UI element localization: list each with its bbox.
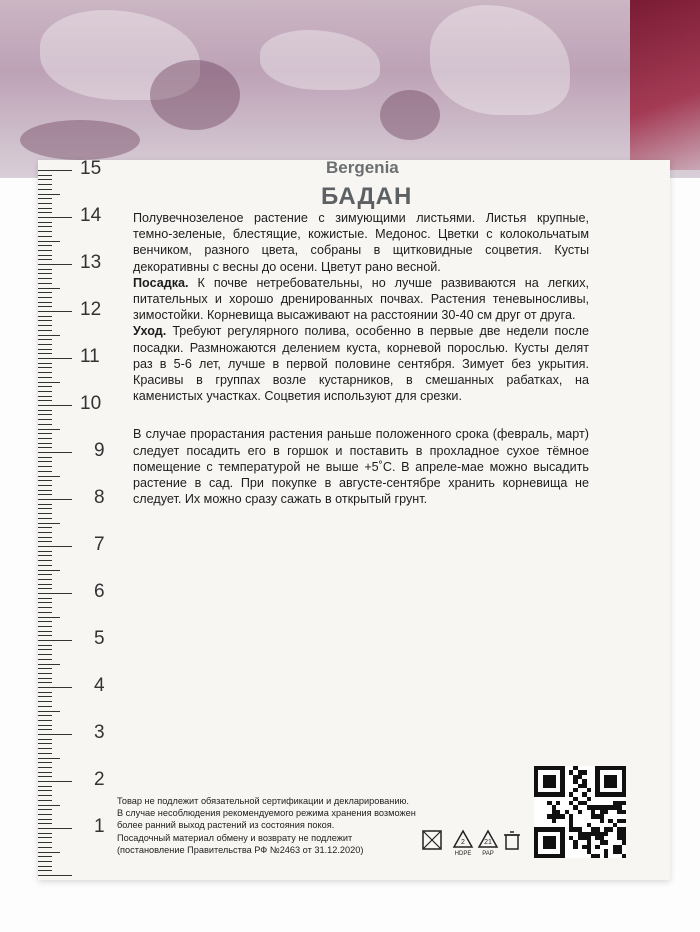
- ruler-tick: [38, 767, 52, 768]
- ruler-tick: [38, 809, 52, 810]
- ruler-tick: [38, 461, 52, 462]
- ruler-tick: [38, 198, 52, 199]
- ruler-tick: [38, 786, 52, 787]
- ruler-tick: [38, 222, 52, 223]
- ruler-tick: [38, 306, 52, 307]
- ruler-tick: [38, 734, 72, 735]
- ruler-tick: [38, 339, 52, 340]
- intro-paragraph: Полувечнозеленое растение с зимующими листьями. Листья крупные, темно-зеленые, блестящие, кожистые. Медонос. Цветки с колокольчатым венчиком, разного цвета, собраны в щитковидные соцветия. Кусты декоративны с весны до осени. Цветут рано весной.: [133, 211, 589, 274]
- ruler-tick: [38, 555, 52, 556]
- ruler-tick: [38, 179, 52, 180]
- ruler-tick: [38, 833, 52, 834]
- ruler-tick: [38, 795, 52, 796]
- ruler-tick: [38, 508, 52, 509]
- trash-bin-icon: [500, 828, 524, 852]
- ruler-tick: [38, 297, 52, 298]
- ruler-tick: [38, 443, 52, 444]
- ruler-tick: [38, 837, 52, 838]
- ruler-tick: [38, 711, 60, 712]
- care-text: Требуют регулярного полива, особенно в первые две недели после посадки. Размножаются делением куста, корневой порослью. Кусты делят раз в 5-6 лет, лучше в первой половине сентября. Зимует без укрытия. Красивы в группах возле кустарников, в смешанных рабатках, на каменистых участках. Соцветия используют для срезки.: [133, 324, 589, 404]
- hdpe-label: HDPE: [454, 851, 472, 857]
- ruler-tick: [38, 640, 72, 641]
- ruler-tick: [38, 452, 72, 453]
- ruler-tick: [38, 852, 60, 853]
- ruler-number: 2: [94, 769, 105, 790]
- ruler-tick: [38, 537, 52, 538]
- ruler-tick: [38, 819, 52, 820]
- ruler-tick: [38, 391, 52, 392]
- ruler-tick: [38, 311, 72, 312]
- ruler-number: 8: [94, 487, 105, 508]
- ruler-tick: [38, 457, 52, 458]
- ruler-tick: [38, 429, 60, 430]
- ruler-tick: [38, 255, 52, 256]
- ruler-tick: [38, 212, 52, 213]
- ruler-tick: [38, 579, 52, 580]
- ruler-tick: [38, 269, 52, 270]
- ruler-tick: [38, 541, 52, 542]
- ruler-tick: [38, 283, 52, 284]
- ruler-tick: [38, 861, 52, 862]
- ruler-tick: [38, 668, 52, 669]
- ruler-tick: [38, 480, 52, 481]
- ruler-tick: [38, 485, 52, 486]
- ruler-tick: [38, 410, 52, 411]
- footer-line: Посадочный материал обмену и возврату не подлежит: [117, 832, 353, 843]
- ruler-number: 3: [94, 722, 105, 743]
- ruler-tick: [38, 382, 60, 383]
- svg-text:2: 2: [461, 839, 465, 846]
- ruler-tick: [38, 344, 52, 345]
- ruler-number: 15: [80, 158, 102, 179]
- ruler-tick: [38, 748, 52, 749]
- ruler-tick: [38, 870, 52, 871]
- ruler-tick: [38, 612, 52, 613]
- ruler-tick: [38, 635, 52, 636]
- ruler-tick: [38, 316, 52, 317]
- ruler-tick: [38, 664, 60, 665]
- planting-text: К почве нетребовательны, но лучше развиваются на легких, питательных и хорошо дренированных почвах. Растения теневыносливы, зимостойки. Корневища высаживают на расстоянии 30-40 см друг от друга.: [133, 275, 590, 323]
- plastic-bag: [0, 0, 700, 178]
- ruler-tick: [38, 184, 52, 185]
- ruler-tick: [38, 570, 60, 571]
- ruler-number: 5: [94, 628, 105, 649]
- ruler-tick: [38, 292, 52, 293]
- ruler-tick: [38, 823, 52, 824]
- ruler-tick: [38, 715, 52, 716]
- ruler-tick: [38, 245, 52, 246]
- ruler-tick: [38, 273, 52, 274]
- ruler-tick: [38, 424, 52, 425]
- ruler-tick: [38, 706, 52, 707]
- ruler-number: 9: [94, 440, 105, 461]
- ruler-tick: [38, 175, 52, 176]
- ruler-tick: [38, 678, 52, 679]
- ruler-tick: [38, 847, 52, 848]
- planting-label: Посадка.: [133, 275, 189, 290]
- ruler-tick: [38, 504, 52, 505]
- legal-footer: [117, 795, 417, 856]
- ruler-tick: [38, 588, 52, 589]
- ruler-tick: [38, 490, 52, 491]
- ruler-tick: [38, 203, 52, 204]
- ruler-tick: [38, 419, 52, 420]
- ruler-tick: [38, 828, 72, 829]
- ruler-tick: [38, 400, 52, 401]
- ruler-tick: [38, 725, 52, 726]
- ruler-tick: [38, 673, 52, 674]
- ruler-tick: [38, 302, 52, 303]
- footer-line: (постановление Правительства РФ №2463 от 31.12.2020): [117, 844, 364, 855]
- ruler-tick: [38, 602, 52, 603]
- ruler-number: 4: [94, 675, 105, 696]
- ruler-tick: [38, 701, 52, 702]
- ruler-tick: [38, 776, 52, 777]
- ruler-tick: [38, 617, 60, 618]
- ruler-tick: [38, 649, 52, 650]
- ruler-number: 6: [94, 581, 105, 602]
- ruler-tick: [38, 659, 52, 660]
- footer-line: В случае несоблюдения рекомендуемого режима хранения возможен более ранний выход растений из состояния покоя.: [117, 808, 416, 831]
- ruler-tick: [38, 353, 52, 354]
- ruler-number: 1: [94, 816, 105, 837]
- ruler-tick: [38, 438, 52, 439]
- ruler-tick: [38, 565, 52, 566]
- ruler-tick: [38, 396, 52, 397]
- ruler-tick: [38, 692, 52, 693]
- ruler-tick: [38, 532, 52, 533]
- ruler-tick: [38, 367, 52, 368]
- ruler-tick: [38, 447, 52, 448]
- ruler-tick: [38, 320, 52, 321]
- ruler-tick: [38, 433, 52, 434]
- ruler-tick: [38, 241, 60, 242]
- ruler-tick: [38, 264, 72, 265]
- ruler-number: 14: [80, 205, 102, 226]
- description-text: [133, 210, 589, 507]
- ruler-number: 11: [80, 346, 100, 367]
- ruler-tick: [38, 856, 52, 857]
- ruler-tick: [38, 499, 72, 500]
- ruler-tick: [38, 729, 52, 730]
- ruler-tick: [38, 800, 52, 801]
- ruler-tick: [38, 377, 52, 378]
- ruler-tick: [38, 546, 72, 547]
- ruler-tick: [38, 217, 72, 218]
- care-label: Уход.: [133, 324, 167, 339]
- ruler-tick: [38, 696, 52, 697]
- ruler-tick: [38, 781, 72, 782]
- ruler-tick: [38, 866, 52, 867]
- svg-text:21: 21: [484, 839, 492, 846]
- ruler-tick: [38, 476, 60, 477]
- ruler-tick: [38, 621, 52, 622]
- pap-label: PAP: [482, 851, 494, 857]
- ruler-tick: [38, 758, 60, 759]
- ruler-tick: [38, 288, 60, 289]
- ruler-tick: [38, 466, 52, 467]
- ruler-number: 7: [94, 534, 105, 555]
- ruler-tick: [38, 278, 52, 279]
- ruler-tick: [38, 170, 72, 171]
- ruler-tick: [38, 372, 52, 373]
- ruler-tick: [38, 518, 52, 519]
- ruler-number: 10: [80, 393, 102, 414]
- storage-paragraph: В случае прорастания растения раньше положенного срока (февраль, март) следует посадить его в горшок и поставить в прохладное сухое тёмное помещение с температурой не выше +5˚С. В апреле-мае можно высадить растение в сад. При покупке в августе-сентябре хранить корневища не следует. Их можно сразу сажать в открытый грунт.: [133, 427, 589, 507]
- ruler-tick: [38, 645, 52, 646]
- latin-name: Bergenia: [326, 158, 399, 177]
- qr-code: [534, 766, 626, 858]
- ruler-tick: [38, 226, 52, 227]
- ruler-tick: [38, 386, 52, 387]
- ruler-tick: [38, 762, 52, 763]
- ruler-tick: [38, 607, 52, 608]
- ruler-tick: [38, 208, 52, 209]
- ruler-tick: [38, 772, 52, 773]
- ruler-tick: [38, 527, 52, 528]
- ruler-tick: [38, 471, 52, 472]
- ruler-tick: [38, 250, 52, 251]
- ruler-tick: [38, 513, 52, 514]
- ruler-tick: [38, 626, 52, 627]
- ruler-tick: [38, 574, 52, 575]
- do-not-litter-icon: [420, 828, 444, 852]
- ruler-tick: [38, 551, 52, 552]
- ruler-tick: [38, 654, 52, 655]
- ruler-tick: [38, 875, 72, 876]
- ruler-tick: [38, 720, 52, 721]
- care-paragraph: [133, 323, 589, 404]
- ruler-tick: [38, 743, 52, 744]
- package-edge: [630, 0, 700, 170]
- ruler-tick: [38, 790, 52, 791]
- ruler-tick: [38, 259, 52, 260]
- ruler-tick: [38, 363, 52, 364]
- ruler-tick: [38, 349, 52, 350]
- ruler-tick: [38, 494, 52, 495]
- measuring-ruler: [38, 160, 108, 880]
- ruler-tick: [38, 584, 52, 585]
- ruler-tick: [38, 682, 52, 683]
- ruler-tick: [38, 631, 52, 632]
- ruler-tick: [38, 753, 52, 754]
- ruler-tick: [38, 560, 52, 561]
- product-title: БАДАН: [321, 183, 413, 210]
- ruler-tick: [38, 335, 60, 336]
- ruler-tick: [38, 739, 52, 740]
- ruler-number: 12: [80, 299, 102, 320]
- recycle-pap-icon: [476, 828, 500, 852]
- ruler-tick: [38, 236, 52, 237]
- ruler-tick: [38, 814, 52, 815]
- recycle-hdpe-icon: [451, 828, 475, 852]
- ruler-tick: [38, 325, 52, 326]
- ruler-tick: [38, 598, 52, 599]
- ruler-tick: [38, 330, 52, 331]
- ruler-tick: [38, 405, 72, 406]
- ruler-tick: [38, 687, 72, 688]
- ruler-tick: [38, 194, 60, 195]
- planting-paragraph: [133, 275, 589, 324]
- ruler-tick: [38, 189, 52, 190]
- ruler-tick: [38, 231, 52, 232]
- ruler-tick: [38, 842, 52, 843]
- ruler-tick: [38, 523, 60, 524]
- ruler-tick: [38, 593, 72, 594]
- ruler-tick: [38, 805, 60, 806]
- footer-line: Товар не подлежит обязательной сертификации и декларированию.: [117, 796, 409, 806]
- ruler-tick: [38, 358, 72, 359]
- ruler-number: 13: [80, 252, 102, 273]
- ruler-tick: [38, 414, 52, 415]
